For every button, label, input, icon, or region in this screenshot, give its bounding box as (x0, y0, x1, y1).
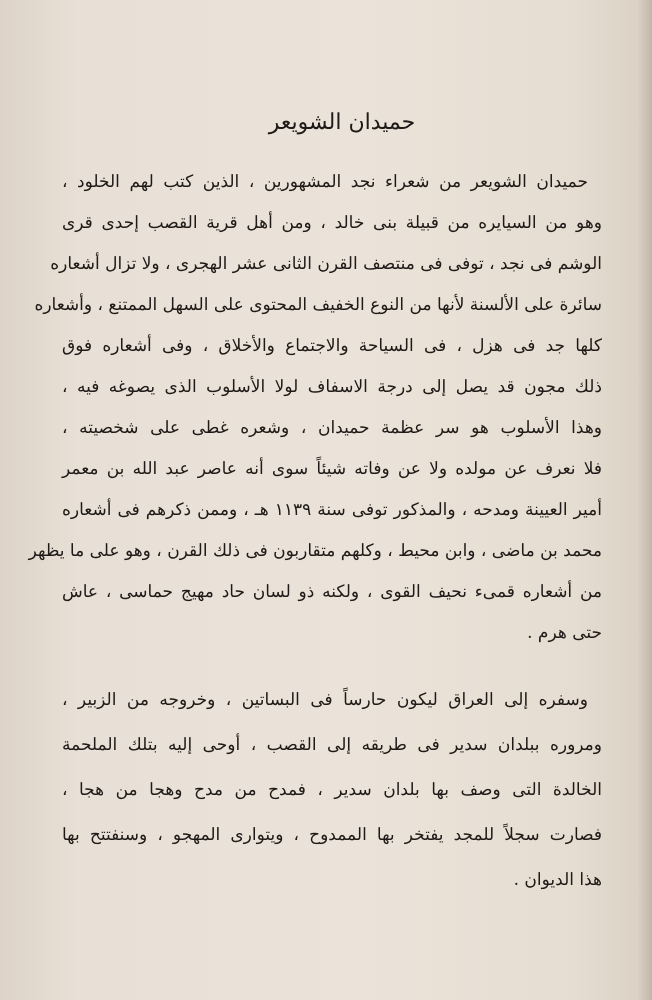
paragraph-gap (62, 654, 602, 678)
text-line: كلها جد فى هزل ، فى السياحة والاجتماع والأخلاق ، وفى أشعاره فوق (62, 336, 602, 356)
text-line: محمد بن ماضى ، وابن محيط ، وكلهم متقاربون فى ذلك القرن ، وهو على ما يظهر (28, 541, 602, 561)
text-line: من أشعاره قمىء نحيف القوى ، ولكنه ذو لسان حاد مهيج حماسى ، عاش (62, 582, 602, 602)
page-content (28, 108, 602, 903)
text-line: وهذا الأسلوب هو سر عظمة حميدان ، وشعره غطى على شخصيته ، (62, 418, 602, 438)
text-line: ومروره ببلدان سدير فى طريقه إلى القصب ، أوحى إليه بتلك الملحمة (62, 735, 602, 755)
text-line: وسفره إلى العراق ليكون حارساً فى البساتين ، وخروجه من الزبير ، (62, 690, 588, 710)
text-line: الوشم فى نجد ، توفى فى منتصف القرن الثانى عشر الهجرى ، ولا تزال أشعاره (50, 254, 602, 274)
text-line: حميدان الشويعر من شعراء نجد المشهورين ، الذين كتب لهم الخلود ، (62, 172, 588, 192)
text-line: فلا نعرف عن مولده ولا عن وفاته شيئاً سوى أنه عاصر عبد الله بن معمر (62, 459, 602, 479)
text-line: الخالدة التى وصف بها بلدان سدير ، فمدح من مدح وهجا من هجا ، (62, 780, 602, 800)
text-line: هذا الديوان . (513, 870, 602, 890)
page-binding-shadow (638, 0, 652, 1000)
text-line: فصارت سجلاً للمجد يفتخر بها الممدوح ، ويتوارى المهجو ، وسنفتتح بها (62, 825, 602, 845)
paragraph-2 (62, 678, 602, 903)
text-line: سائرة على الألسنة لأنها من النوع الخفيف المحتوى على السهل الممتنع ، وأشعاره (34, 295, 602, 315)
text-line: وهو من السيايره من قبيلة بنى خالد ، ومن أهل قرية القصب إحدى قرى (62, 213, 602, 233)
text-line: ذلك مجون قد يصل إلى درجة الاسفاف لولا الأسلوب الذى يصوغه فيه ، (62, 377, 602, 397)
page-title: حميدان الشويعر (268, 110, 416, 135)
text-line: أمير العيينة ومدحه ، والمذكور توفى سنة ١١٣٩ هـ ، وممن ذكرهم فى أشعاره (62, 500, 602, 520)
text-line: حتى هرم . (527, 623, 602, 643)
paragraph-1 (28, 162, 602, 654)
